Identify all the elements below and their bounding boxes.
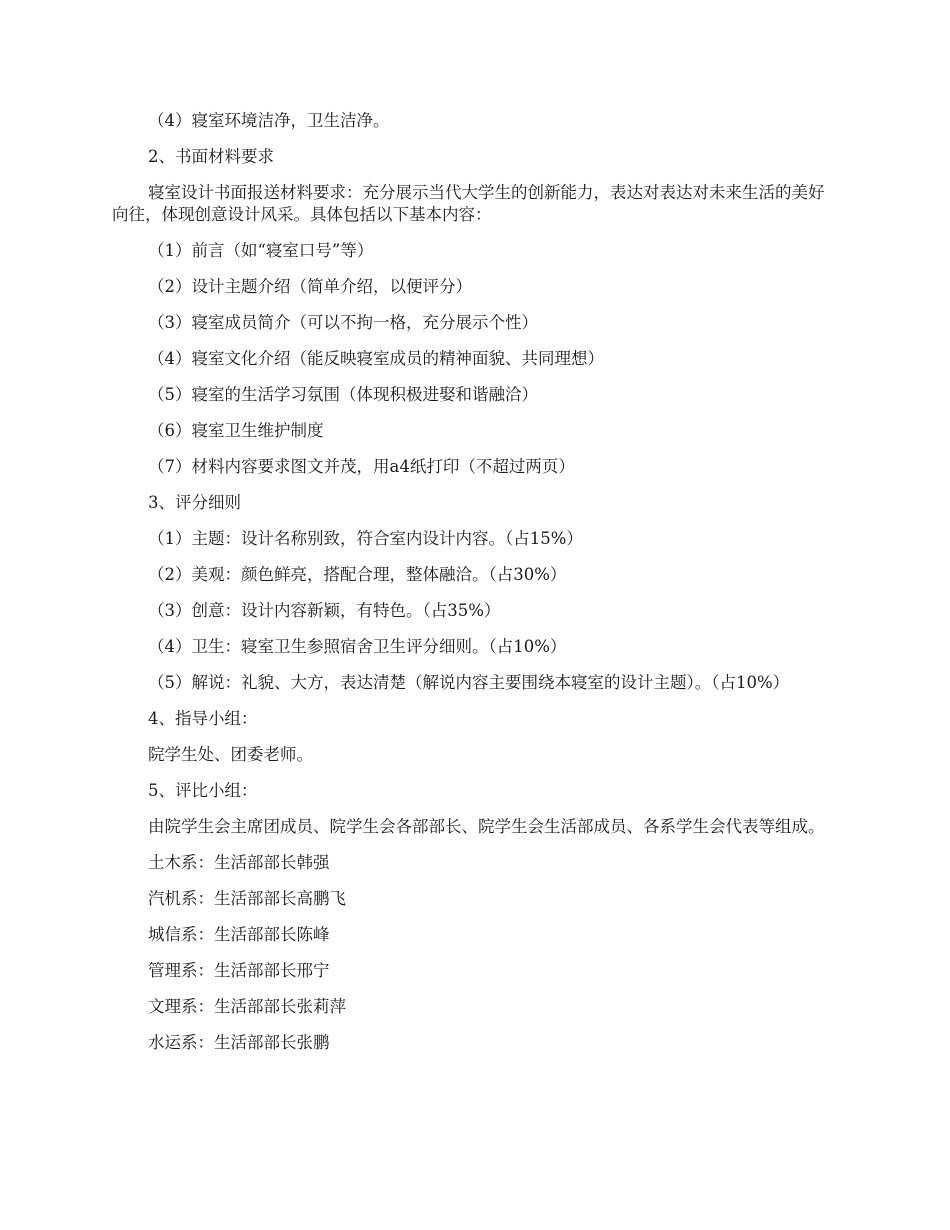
judge-civil-engineering: 土木系：生活部部长韩强 xyxy=(148,853,330,872)
judge-management: 管理系：生活部部长邢宁 xyxy=(148,961,330,980)
judge-water-transport: 水运系：生活部部长张鹏 xyxy=(148,1033,330,1052)
judge-automotive: 汽机系：生活部部长高鹏飞 xyxy=(148,889,346,908)
material-item-5: （5）寝室的生活学习氛围（体现积极进娶和谐融洽） xyxy=(148,385,538,404)
judge-liberal-arts: 文理系：生活部部长张莉萍 xyxy=(148,997,346,1016)
material-item-4: （4）寝室文化介绍（能反映寝室成员的精神面貌、共同理想） xyxy=(148,349,604,368)
material-item-6: （6）寝室卫生维护制度 xyxy=(148,421,324,440)
section-scoring-rules: 3、评分细则 xyxy=(148,493,241,512)
judging-group-composition: 由院学生会主席团成员、院学生会各部部长、院学生会生活部成员、各系学生会代表等组成。 xyxy=(148,817,825,836)
section-guidance-group: 4、指导小组： xyxy=(148,709,258,728)
guidance-group-members: 院学生处、团委老师。 xyxy=(148,745,313,764)
scoring-item-4: （4）卫生：寝室卫生参照宿舍卫生评分细则。（占10%） xyxy=(148,637,567,656)
material-item-1: （1）前言（如“寝室口号”等） xyxy=(148,241,374,260)
material-item-3: （3）寝室成员简介（可以不拘一格，充分展示个性） xyxy=(148,313,538,332)
section-judging-group: 5、评比小组： xyxy=(148,781,258,800)
material-item-2: （2）设计主题介绍（简单介绍，以便评分） xyxy=(148,277,472,296)
scoring-item-1: （1）主题：设计名称别致，符合室内设计内容。（占15%） xyxy=(148,529,583,548)
scoring-item-5: （5）解说：礼貌、大方，表达清楚（解说内容主要围绕本寝室的设计主题）。（占10%） xyxy=(148,673,790,692)
section-written-materials: 2、书面材料要求 xyxy=(148,147,274,166)
judge-urban-info: 城信系：生活部部长陈峰 xyxy=(148,925,330,944)
scoring-item-3: （3）创意：设计内容新颖，有特色。（占35%） xyxy=(148,601,501,620)
written-materials-intro: 寝室设计书面报送材料要求：充分展示当代大学生的创新能力，表达对表达对未来生活的美好向往，体现创意设计风采。具体包括以下基本内容： xyxy=(112,183,825,224)
scoring-item-2: （2）美观：颜色鲜亮，搭配合理，整体融洽。（占30%） xyxy=(148,565,567,584)
material-item-7: （7）材料内容要求图文并茂，用a4纸打印（不超过两页） xyxy=(148,457,575,476)
document-page xyxy=(112,110,840,1068)
item-4-environment: （4）寝室环境洁净，卫生洁净。 xyxy=(148,111,390,130)
